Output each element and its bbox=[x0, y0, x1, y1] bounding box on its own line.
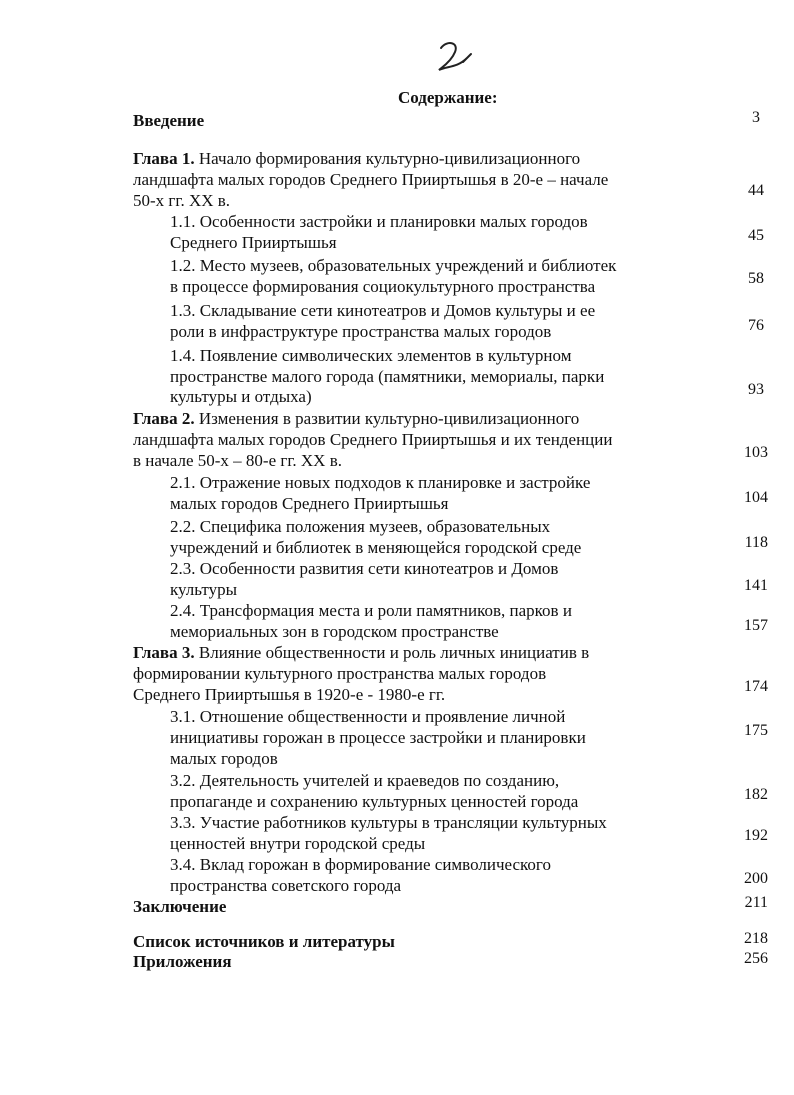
section-3-2-page: 182 bbox=[744, 786, 768, 803]
section-3-2-line-1: 3.2. Деятельность учителей и краеведов по созданию, bbox=[170, 771, 560, 790]
chapter-2-prefix: Глава 2. bbox=[133, 409, 195, 428]
toc-chapter-2 bbox=[133, 408, 579, 429]
chapter-2-line-3: в начале 50-х – 80-е гг. XX в. bbox=[133, 451, 342, 470]
section-1-3-line-2: роли в инфраструктуре пространства малых городов bbox=[170, 322, 552, 341]
section-2-3-line-2: культуры bbox=[170, 580, 237, 599]
section-2-4-line-1: 2.4. Трансформация места и роли памятников, парков и bbox=[170, 601, 572, 620]
handwritten-page-number bbox=[433, 40, 473, 74]
chapter-3-line-2: формировании культурного пространства малых городов bbox=[133, 664, 547, 683]
toc-sources-label: Список источников и литературы bbox=[133, 932, 395, 951]
chapter-1-prefix: Глава 1. bbox=[133, 149, 195, 168]
section-3-3-line-1: 3.3. Участие работников культуры в трансляции культурных bbox=[170, 813, 607, 832]
section-2-2-line-2: учреждений и библиотек в меняющейся городской среде bbox=[170, 538, 582, 557]
toc-chapter-1 bbox=[133, 148, 580, 169]
section-1-4-page: 93 bbox=[748, 381, 764, 398]
section-1-2-page: 58 bbox=[748, 270, 764, 287]
chapter-1-page: 44 bbox=[748, 182, 764, 199]
section-1-4-line-3: культуры и отдыха) bbox=[170, 387, 312, 406]
section-2-4-page: 157 bbox=[744, 617, 768, 634]
toc-appendix-label: Приложения bbox=[133, 952, 232, 971]
section-2-1-line-2: малых городов Среднего Прииртышья bbox=[170, 494, 449, 513]
section-3-1-line-1: 3.1. Отношение общественности и проявление личной bbox=[170, 707, 566, 726]
chapter-1-line-3: 50-х гг. XX в. bbox=[133, 191, 231, 210]
section-2-4-line-2: мемориальных зон в городском пространстве bbox=[170, 622, 499, 641]
section-1-2-line-1: 1.2. Место музеев, образовательных учреждений и библиотек bbox=[170, 256, 617, 275]
chapter-1-line-2: ландшафта малых городов Среднего Прииртышья в 20-е – начале bbox=[133, 170, 609, 189]
toc-sources-page: 218 bbox=[744, 930, 768, 947]
toc-appendix-page: 256 bbox=[744, 950, 768, 967]
section-1-4-line-2: пространстве малого города (памятники, мемориалы, парки bbox=[170, 367, 605, 386]
section-1-1-page: 45 bbox=[748, 227, 764, 244]
section-3-3-line-2: ценностей внутри городской среды bbox=[170, 834, 426, 853]
section-3-1-line-3: малых городов bbox=[170, 749, 278, 768]
section-3-4-page: 200 bbox=[744, 870, 768, 887]
page-title: Содержание: bbox=[398, 88, 498, 107]
chapter-3-page: 174 bbox=[744, 678, 768, 695]
section-1-2-line-2: в процессе формирования социокультурного пространства bbox=[170, 277, 596, 296]
section-3-4-line-2: пространства советского города bbox=[170, 876, 402, 895]
toc-intro-label: Введение bbox=[133, 111, 205, 130]
section-3-1-line-2: инициативы горожан в процессе застройки и планировки bbox=[170, 728, 586, 747]
chapter-3-line-1: Влияние общественности и роль личных инициатив в bbox=[194, 643, 590, 662]
section-2-1-page: 104 bbox=[744, 489, 768, 506]
section-1-4-line-1: 1.4. Появление символических элементов в культурном bbox=[170, 346, 572, 365]
section-1-1-line-1: 1.1. Особенности застройки и планировки малых городов bbox=[170, 212, 588, 231]
chapter-2-page: 103 bbox=[744, 444, 768, 461]
chapter-1-line-1: Начало формирования культурно-цивилизационного bbox=[194, 149, 581, 168]
section-3-1-page: 175 bbox=[744, 722, 768, 739]
chapter-2-line-1: Изменения в развитии культурно-цивилизационного bbox=[194, 409, 580, 428]
toc-chapter-3 bbox=[133, 642, 589, 663]
toc-intro-page: 3 bbox=[752, 109, 760, 126]
toc-conclusion-label: Заключение bbox=[133, 897, 227, 916]
section-2-2-line-1: 2.2. Специфика положения музеев, образовательных bbox=[170, 517, 551, 536]
section-1-3-page: 76 bbox=[748, 317, 764, 334]
section-3-4-line-1: 3.4. Вклад горожан в формирование символического bbox=[170, 855, 551, 874]
chapter-3-prefix: Глава 3. bbox=[133, 643, 195, 662]
chapter-3-line-3: Среднего Прииртышья в 1920-е - 1980-е гг. bbox=[133, 685, 446, 704]
chapter-2-line-2: ландшафта малых городов Среднего Прииртышья и их тенденции bbox=[133, 430, 613, 449]
section-1-1-line-2: Среднего Прииртышья bbox=[170, 233, 337, 252]
section-3-2-line-2: пропаганде и сохранению культурных ценностей города bbox=[170, 792, 579, 811]
section-1-3-line-1: 1.3. Складывание сети кинотеатров и Домов культуры и ее bbox=[170, 301, 596, 320]
section-2-3-line-1: 2.3. Особенности развития сети кинотеатров и Домов bbox=[170, 559, 559, 578]
section-2-2-page: 118 bbox=[744, 534, 768, 551]
section-2-1-line-1: 2.1. Отражение новых подходов к планировке и застройке bbox=[170, 473, 591, 492]
section-2-3-page: 141 bbox=[744, 577, 768, 594]
toc-conclusion-page: 211 bbox=[744, 894, 768, 911]
section-3-3-page: 192 bbox=[744, 827, 768, 844]
